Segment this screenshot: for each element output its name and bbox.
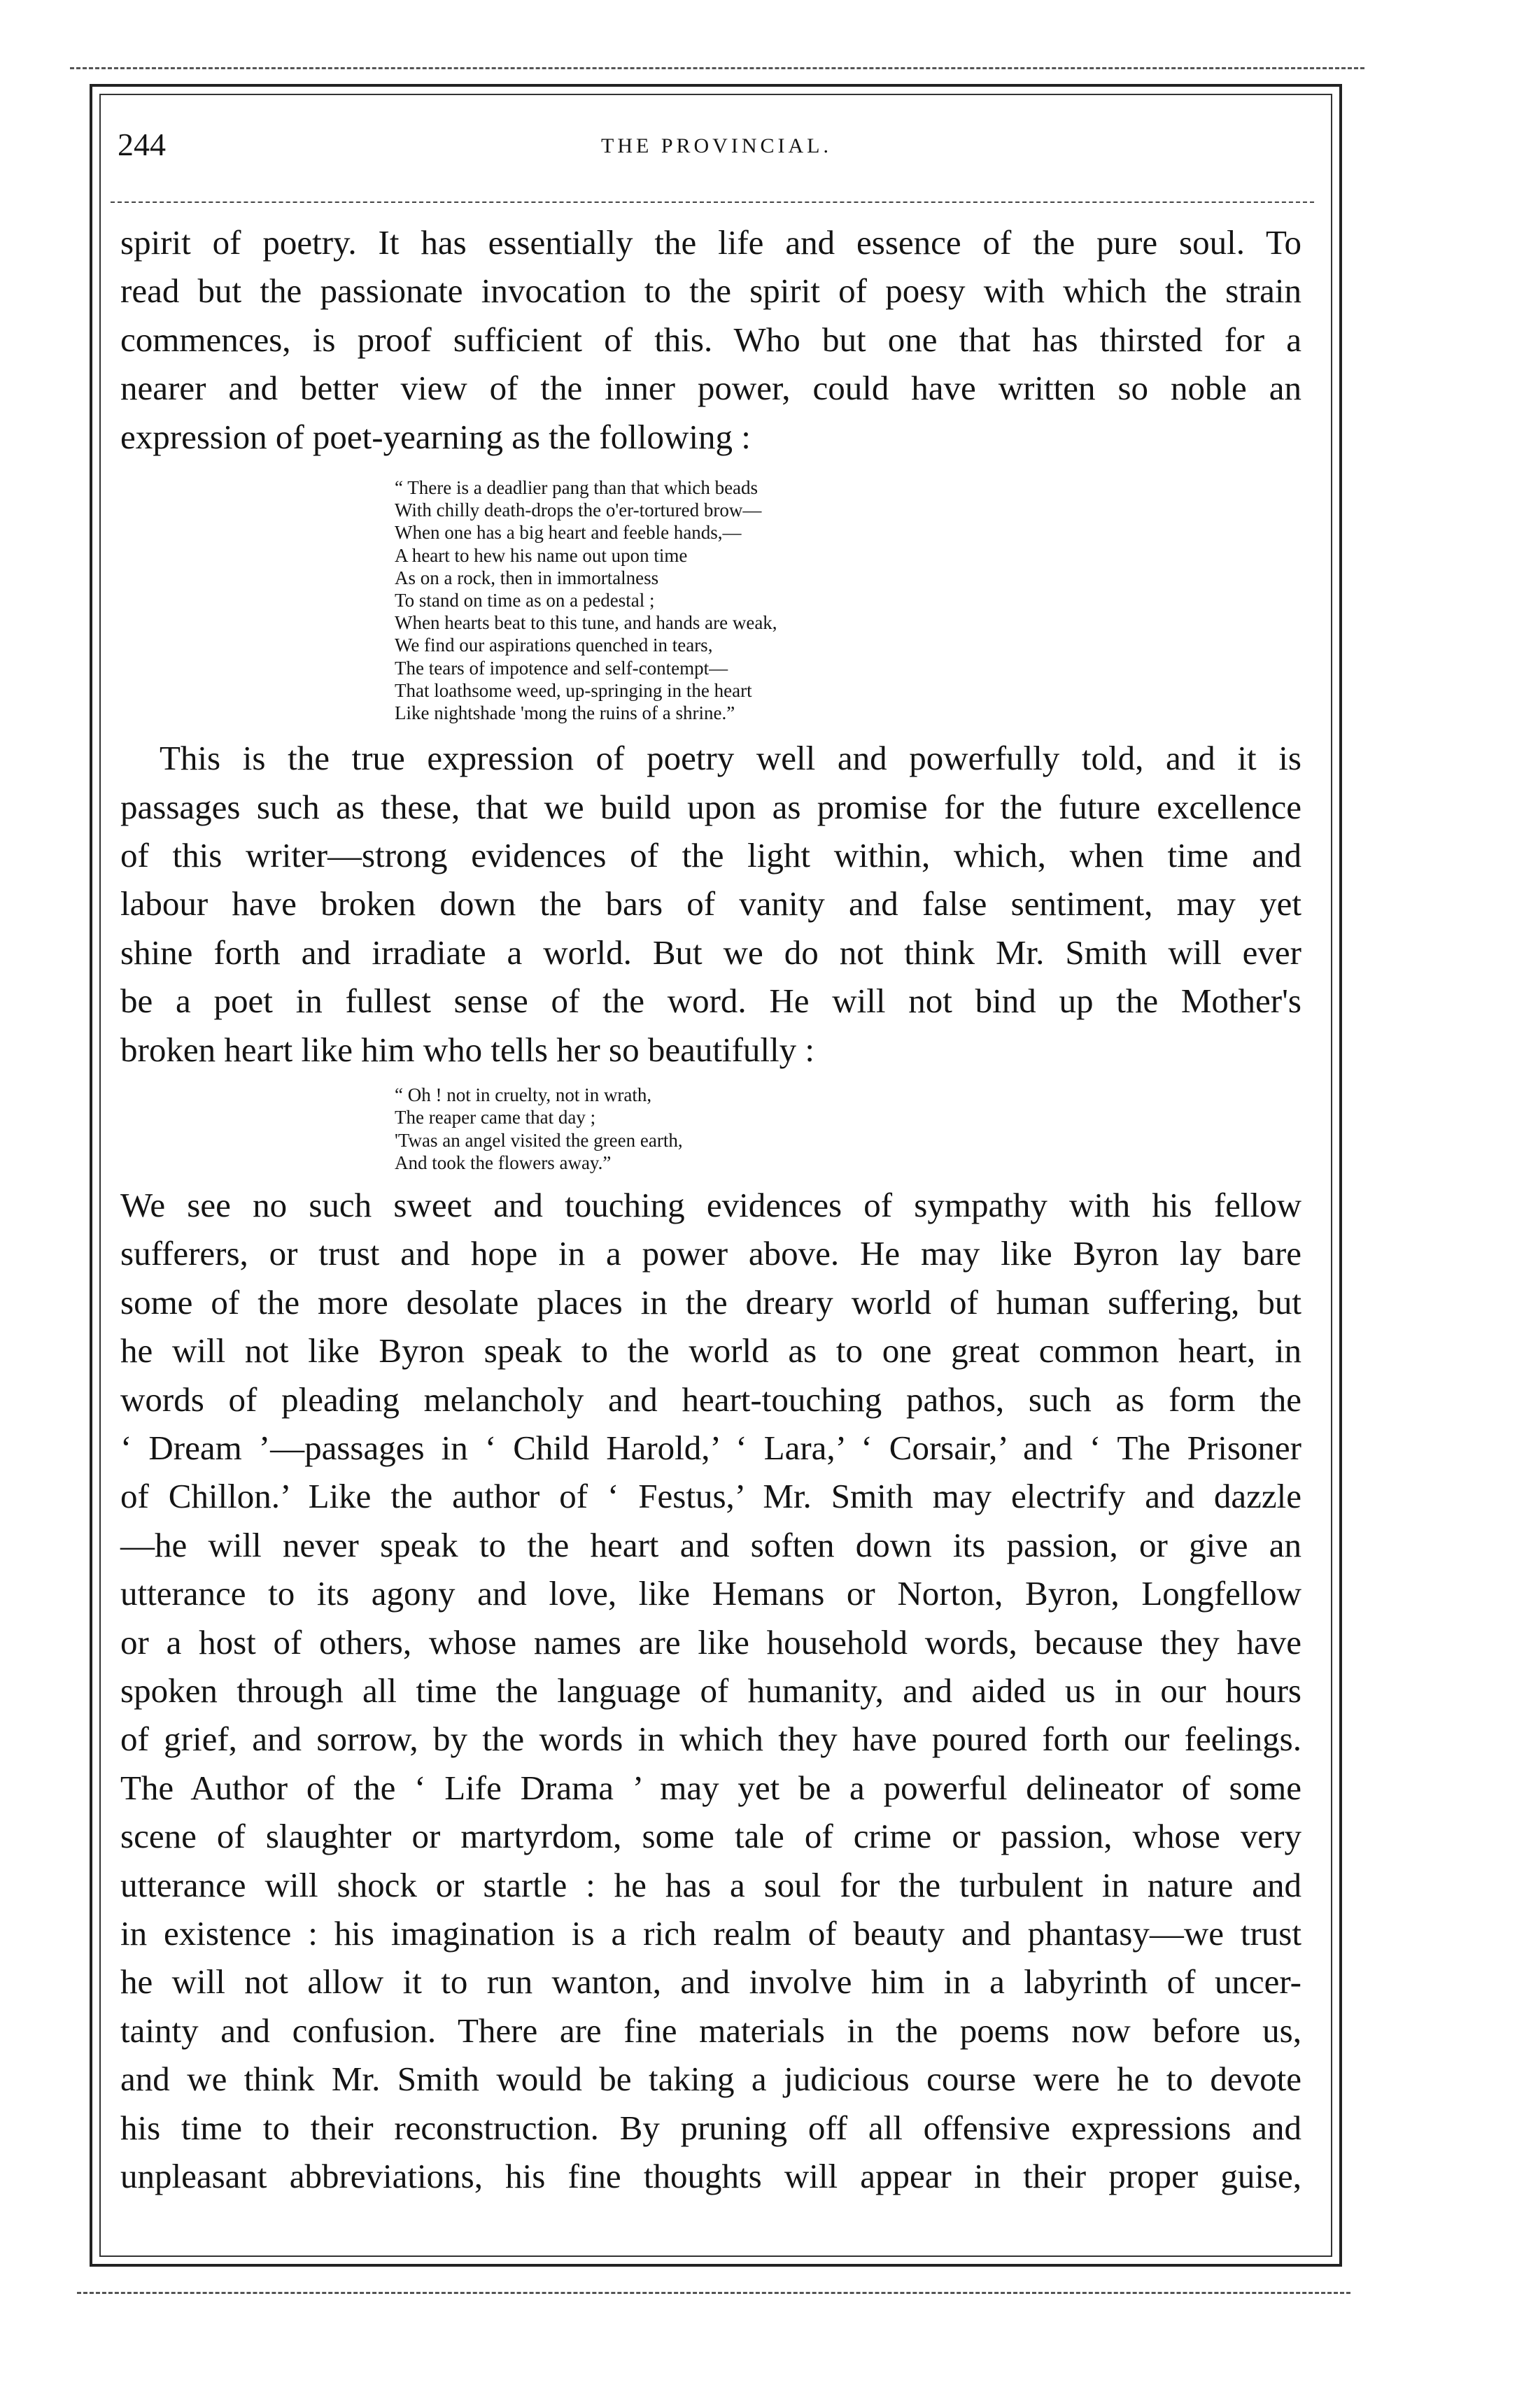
text-line: tainty and confusion. There are fine materials in the poems now before us,: [120, 2011, 1301, 2050]
paragraph-3: [120, 1181, 1301, 2201]
page-body: [120, 218, 1301, 2200]
verse-line: Like nightshade 'mong the ruins of a shrine.”: [395, 702, 735, 724]
text-line: of this writer—strong evidences of the light within, which, when time and: [120, 836, 1301, 875]
text-line: The Author of the ‘ Life Drama ’ may yet be a powerful delineator of some: [120, 1768, 1301, 1807]
running-title: THE PROVINCIAL.: [601, 134, 832, 157]
text-line: —he will never speak to the heart and soften down its passion, or give an: [120, 1525, 1301, 1564]
text-line: of Chillon.’ Like the author of ‘ Festus,’ Mr. Smith may electrify and dazzle: [120, 1477, 1301, 1516]
page-header: [118, 118, 1315, 180]
text-line: be a poet in fullest sense of the word. He will not bind up the Mother's: [120, 982, 1301, 1021]
verse-line: “ Oh ! not in cruelty, not in wrath,: [395, 1084, 652, 1106]
verse-line: With chilly death-drops the o'er-tortured brow—: [395, 500, 762, 521]
text-line: ‘ Dream ’—passages in ‘ Child Harold,’ ‘ Lara,’ ‘ Corsair,’ and ‘ The Prisoner: [120, 1428, 1301, 1467]
verse-quotation-1: [395, 476, 1301, 724]
text-line: spirit of poetry. It has essentially the life and essence of the pure soul. To: [120, 223, 1301, 262]
text-line: utterance to its agony and love, like Hemans or Norton, Byron, Longfellow: [120, 1574, 1301, 1613]
verse-line: The tears of impotence and self-contempt—: [395, 657, 728, 679]
text-line: or a host of others, whose names are like household words, because they have: [120, 1622, 1301, 1662]
text-line: shine forth and irradiate a world. But we do not think Mr. Smith will ever: [120, 933, 1301, 972]
verse-line: A heart to hew his name out upon time: [395, 544, 688, 566]
paragraph-1: [120, 218, 1301, 461]
text-line: he will not like Byron speak to the world as to one great common heart, in: [120, 1331, 1301, 1371]
text-line: scene of slaughter or martyrdom, some tale of crime or passion, whose very: [120, 1817, 1301, 1856]
verse-line: The reaper came that day ;: [395, 1107, 596, 1128]
text-line: unpleasant abbreviations, his fine thoughts will appear in their proper guise,: [120, 2157, 1301, 2196]
header-rule: [111, 201, 1314, 203]
text-line: of grief, and sorrow, by the words in which they have poured forth our feelings.: [120, 1720, 1301, 1759]
text-line: spoken through all time the language of humanity, and aided us in our hours: [120, 1671, 1301, 1710]
text-line: his time to their reconstruction. By pruning off all offensive expressions and: [120, 2108, 1301, 2147]
text-line: expression of poet-yearning as the following :: [120, 417, 751, 456]
verse-line: As on a rock, then in immortalness: [395, 567, 659, 588]
paragraph-2: [120, 734, 1301, 1074]
text-line: some of the more desolate places in the dreary world of human suffering, but: [120, 1282, 1301, 1322]
text-line: broken heart like him who tells her so beautifully :: [120, 1030, 815, 1069]
text-line: sufferers, or trust and hope in a power above. He may like Byron lay bare: [120, 1234, 1301, 1273]
verse-line: When one has a big heart and feeble hands,—: [395, 522, 742, 544]
verse-line: That loathsome weed, up-springing in the heart: [395, 679, 752, 701]
text-line: This is the true expression of poetry well and powerfully told, and it is: [160, 739, 1301, 778]
text-line: utterance will shock or startle : he has a soul for the turbulent in nature and: [120, 1865, 1301, 1904]
text-line: he will not allow it to run wanton, and involve him in a labyrinth of uncer-: [120, 1962, 1301, 2002]
verse-line: 'Twas an angel visited the green earth,: [395, 1129, 683, 1151]
bottom-dashed-rule: [77, 2292, 1350, 2294]
verse-line: And took the flowers away.”: [395, 1152, 612, 1173]
verse-line: “ There is a deadlier pang than that which beads: [395, 477, 759, 499]
verse-line: To stand on time as on a pedestal ;: [395, 590, 655, 611]
verse-line: When hearts beat to this tune, and hands are weak,: [395, 612, 777, 634]
text-line: passages such as these, that we build upon as promise for the future excellence: [120, 787, 1301, 826]
text-line: words of pleading melancholy and heart-touching pathos, such as form the: [120, 1380, 1301, 1419]
text-line: and we think Mr. Smith would be taking a judicious course were he to devote: [120, 2060, 1301, 2099]
text-line: We see no such sweet and touching evidences of sympathy with his fellow: [120, 1185, 1301, 1224]
text-line: in existence : his imagination is a rich realm of beauty and phantasy—we trust: [120, 1914, 1301, 1953]
text-line: commences, is proof sufficient of this. Who but one that has thirsted for a: [120, 320, 1301, 359]
verse-line: We find our aspirations quenched in tears,: [395, 635, 713, 656]
text-line: labour have broken down the bars of vanity and false sentiment, may yet: [120, 884, 1301, 923]
page-number: 244: [118, 127, 166, 162]
text-line: read but the passionate invocation to the spirit of poesy with which the strain: [120, 271, 1301, 311]
verse-quotation-2: [395, 1084, 1301, 1174]
top-dashed-rule: [70, 67, 1364, 69]
text-line: nearer and better view of the inner power, could have written so noble an: [120, 369, 1301, 408]
